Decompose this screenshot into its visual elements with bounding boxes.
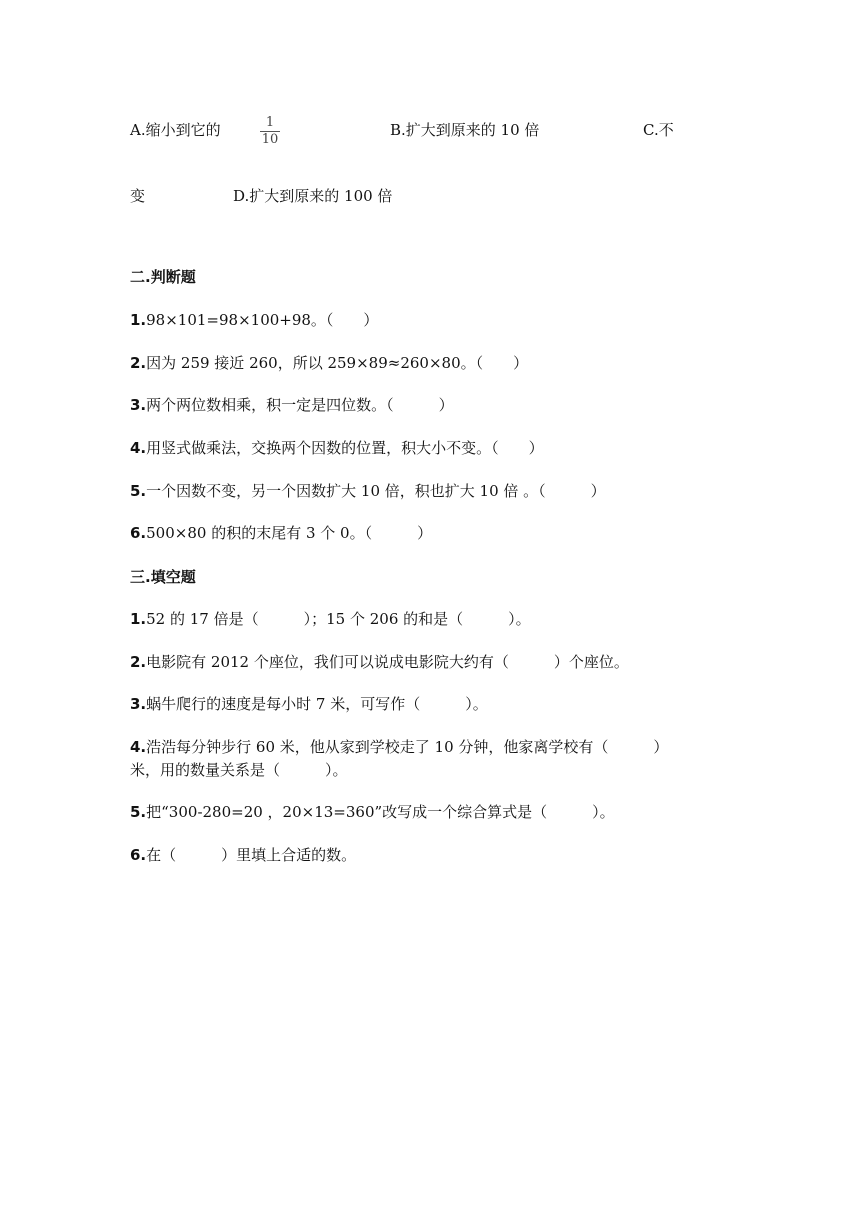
- item-number: 6.: [130, 524, 147, 542]
- item-text: 因为 259 接近 260，所以 259×89≈260×80。（ ）: [146, 354, 529, 372]
- item-text: 浩浩每分钟步行 60 米，他从家到学校走了 10 分钟，他家离学校有（ ）: [146, 738, 669, 756]
- item-number: 2.: [130, 354, 147, 372]
- item-number: 3.: [130, 396, 147, 414]
- judgment-item-3: [130, 394, 454, 416]
- fill-item-2: [130, 651, 629, 673]
- fraction-numerator: 1: [265, 115, 275, 130]
- item-number: 1.: [130, 311, 147, 329]
- item-text: 用竖式做乘法，交换两个因数的位置，积大小不变。（ ）: [146, 439, 544, 457]
- item-number: 6.: [130, 846, 147, 864]
- item-number: 3.: [130, 695, 147, 713]
- item-number: 5.: [130, 482, 147, 500]
- item-text: 一个因数不变，另一个因数扩大 10 倍，积也扩大 10 倍 。（ ）: [146, 482, 606, 500]
- section-fill-title: 三.填空题: [130, 568, 196, 586]
- item-text: 电影院有 2012 个座位，我们可以说成电影院大约有（ ）个座位。: [146, 653, 629, 671]
- item-text: 52 的 17 倍是（ ）；15 个 206 的和是（ ）。: [146, 610, 531, 628]
- option-c-part1: C.不: [643, 121, 674, 139]
- item-text: 98×101=98×100+98。（ ）: [146, 311, 379, 329]
- option-b: B.扩大到原来的 10 倍: [390, 121, 540, 139]
- item-number: 1.: [130, 610, 147, 628]
- section-judgment-title: 二.判断题: [130, 268, 196, 286]
- fraction-one-tenth: [260, 116, 280, 147]
- judgment-item-2: [130, 352, 528, 374]
- item-text: 蜗牛爬行的速度是每小时 7 米，可写作（ ）。: [146, 695, 488, 713]
- item-number: 2.: [130, 653, 147, 671]
- fraction-denominator: 10: [261, 132, 279, 147]
- fill-item-4: [130, 736, 668, 758]
- judgment-item-1: [130, 309, 378, 331]
- fill-item-6: [130, 844, 356, 866]
- item-text: 500×80 的积的末尾有 3 个 0。（ ）: [146, 524, 433, 542]
- item-number: 5.: [130, 803, 147, 821]
- option-c-part2: 变: [130, 187, 146, 205]
- item-number: 4.: [130, 439, 147, 457]
- item-text: 在（ ）里填上合适的数。: [146, 846, 357, 864]
- item-text: 两个两位数相乘，积一定是四位数。（ ）: [146, 396, 454, 414]
- judgment-item-5: [130, 480, 606, 502]
- judgment-item-6: [130, 522, 432, 544]
- fill-item-4-continuation: 米，用的数量关系是（ ）。: [130, 761, 348, 779]
- judgment-item-4: [130, 437, 544, 459]
- fill-item-3: [130, 693, 488, 715]
- item-text: 把“300-280=20 ，20×13=360”改写成一个综合算式是（ ）。: [146, 803, 615, 821]
- option-d: D.扩大到原来的 100 倍: [233, 187, 393, 205]
- item-number: 4.: [130, 738, 147, 756]
- fill-item-5: [130, 801, 615, 823]
- option-a: A.缩小到它的: [130, 121, 221, 139]
- fill-item-1: [130, 608, 531, 630]
